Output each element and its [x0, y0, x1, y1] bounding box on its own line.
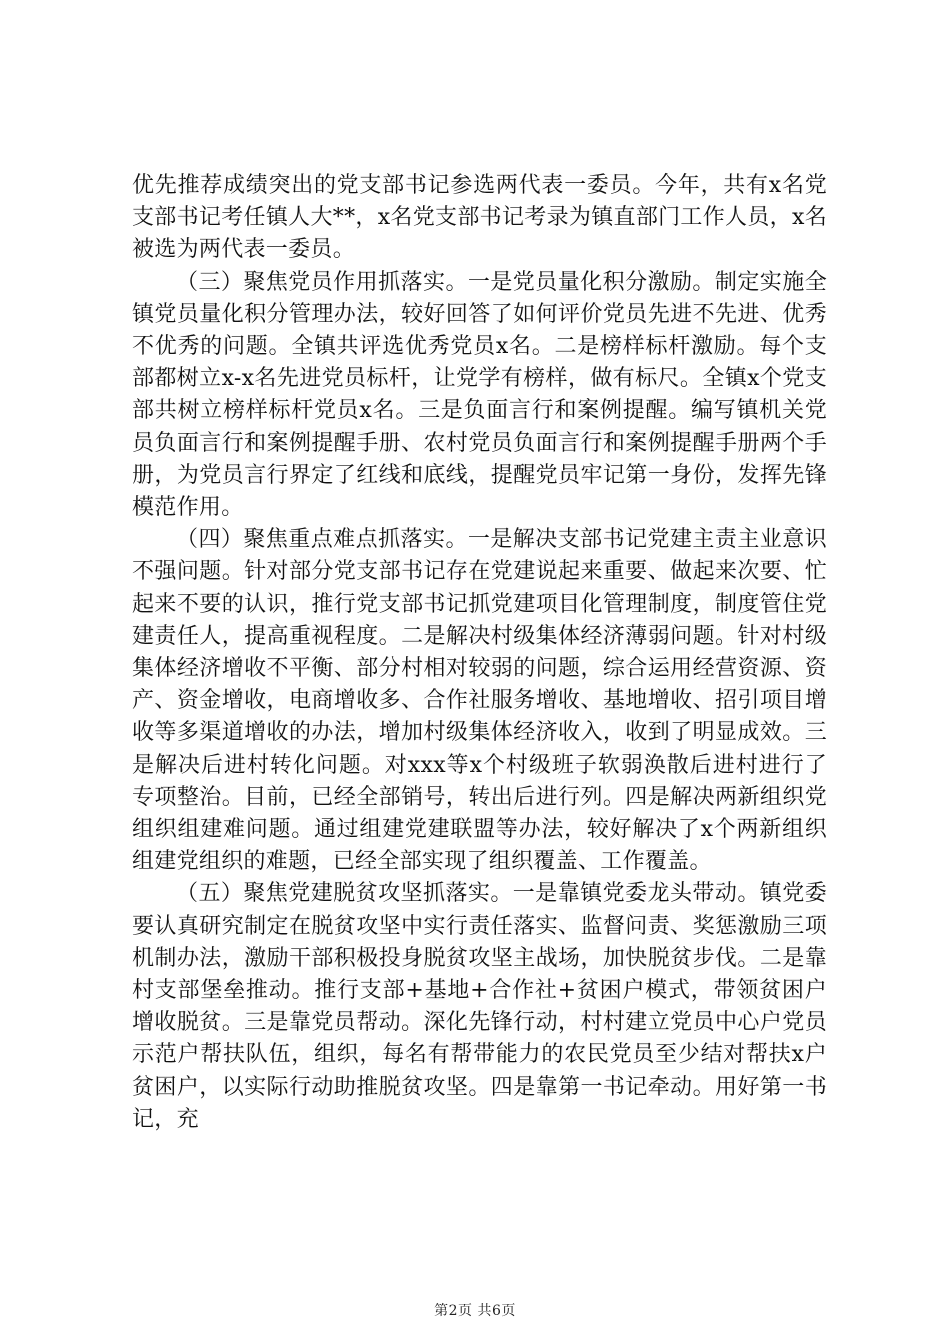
paragraph-section-3: （三）聚焦党员作用抓落实。一是党员量化积分激励。制定实施全镇党员量化积分管理办法，较好回答了如何评价党员先进不先进、优秀不优秀的问题。全镇共评选优秀党员x名。二是榜样标杆激励。每个支部都树立x-x名先进党员标杆，让党学有榜样，做有标尺。全镇x个党支部共树立榜样标杆党员x名。三是负面言行和案例提醒。编写镇机关党员负面言行和案例提醒手册、农村党员负面言行和案例提醒手册两个手册，为党员言行界定了红线和底线，提醒党员牢记第一身份，发挥先锋模范作用。: [132, 269, 827, 521]
paragraph-section-5: （五）聚焦党建脱贫攻坚抓落实。一是靠镇党委龙头带动。镇党委要认真研究制定在脱贫攻坚中实行责任落实、监督问责、奖惩激励三项机制办法，激励干部积极投身脱贫攻坚主战场，加快脱贫步伐。二是靠村支部堡垒推动。推行支部+基地+合作社+贫困户模式，带领贫困户增收脱贫。三是靠党员帮动。深化先锋行动，村村建立党员中心户党员示范户帮扶队伍，组织，每名有帮带能力的农民党员至少结对帮扶x户贫困户，以实际行动助推脱贫攻坚。四是靠第一书记牵动。用好第一书记，充: [132, 881, 827, 1132]
page-footer: [0, 1302, 950, 1320]
document-body: [132, 170, 827, 1136]
page-number-label: 第2页 共6页: [434, 1303, 516, 1319]
paragraph-section-4: （四）聚焦重点难点抓落实。一是解决支部书记党建主责主业意识不强问题。针对部分党支部书记存在党建说起来重要、做起来次要、忙起来不要的认识，推行党支部书记抓党建项目化管理制度，制度管住党建责任人，提高重视程度。二是解决村级集体经济薄弱问题。针对村级集体经济增收不平衡、部分村相对较弱的问题，综合运用经营资源、资产、资金增收，电商增收多、合作社服务增收、基地增收、招引项目增收等多渠道增收的办法，增加村级集体经济收入，收到了明显成效。三是解决后进村转化问题。对xxx等x个村级班子软弱涣散后进村进行了专项整治。目前，已经全部销号，转出后进行列。四是解决两新组织党组织组建难问题。通过组建党建联盟等办法，较好解决了x个两新组织组建党组织的难题，已经全部实现了组织覆盖、工作覆盖。: [132, 527, 827, 875]
paragraph-continuation: 优先推荐成绩突出的党支部书记参选两代表一委员。今年，共有x名党支部书记考任镇人大**，x名党支部书记考录为镇直部门工作人员，x名被选为两代表一委员。: [132, 173, 827, 263]
